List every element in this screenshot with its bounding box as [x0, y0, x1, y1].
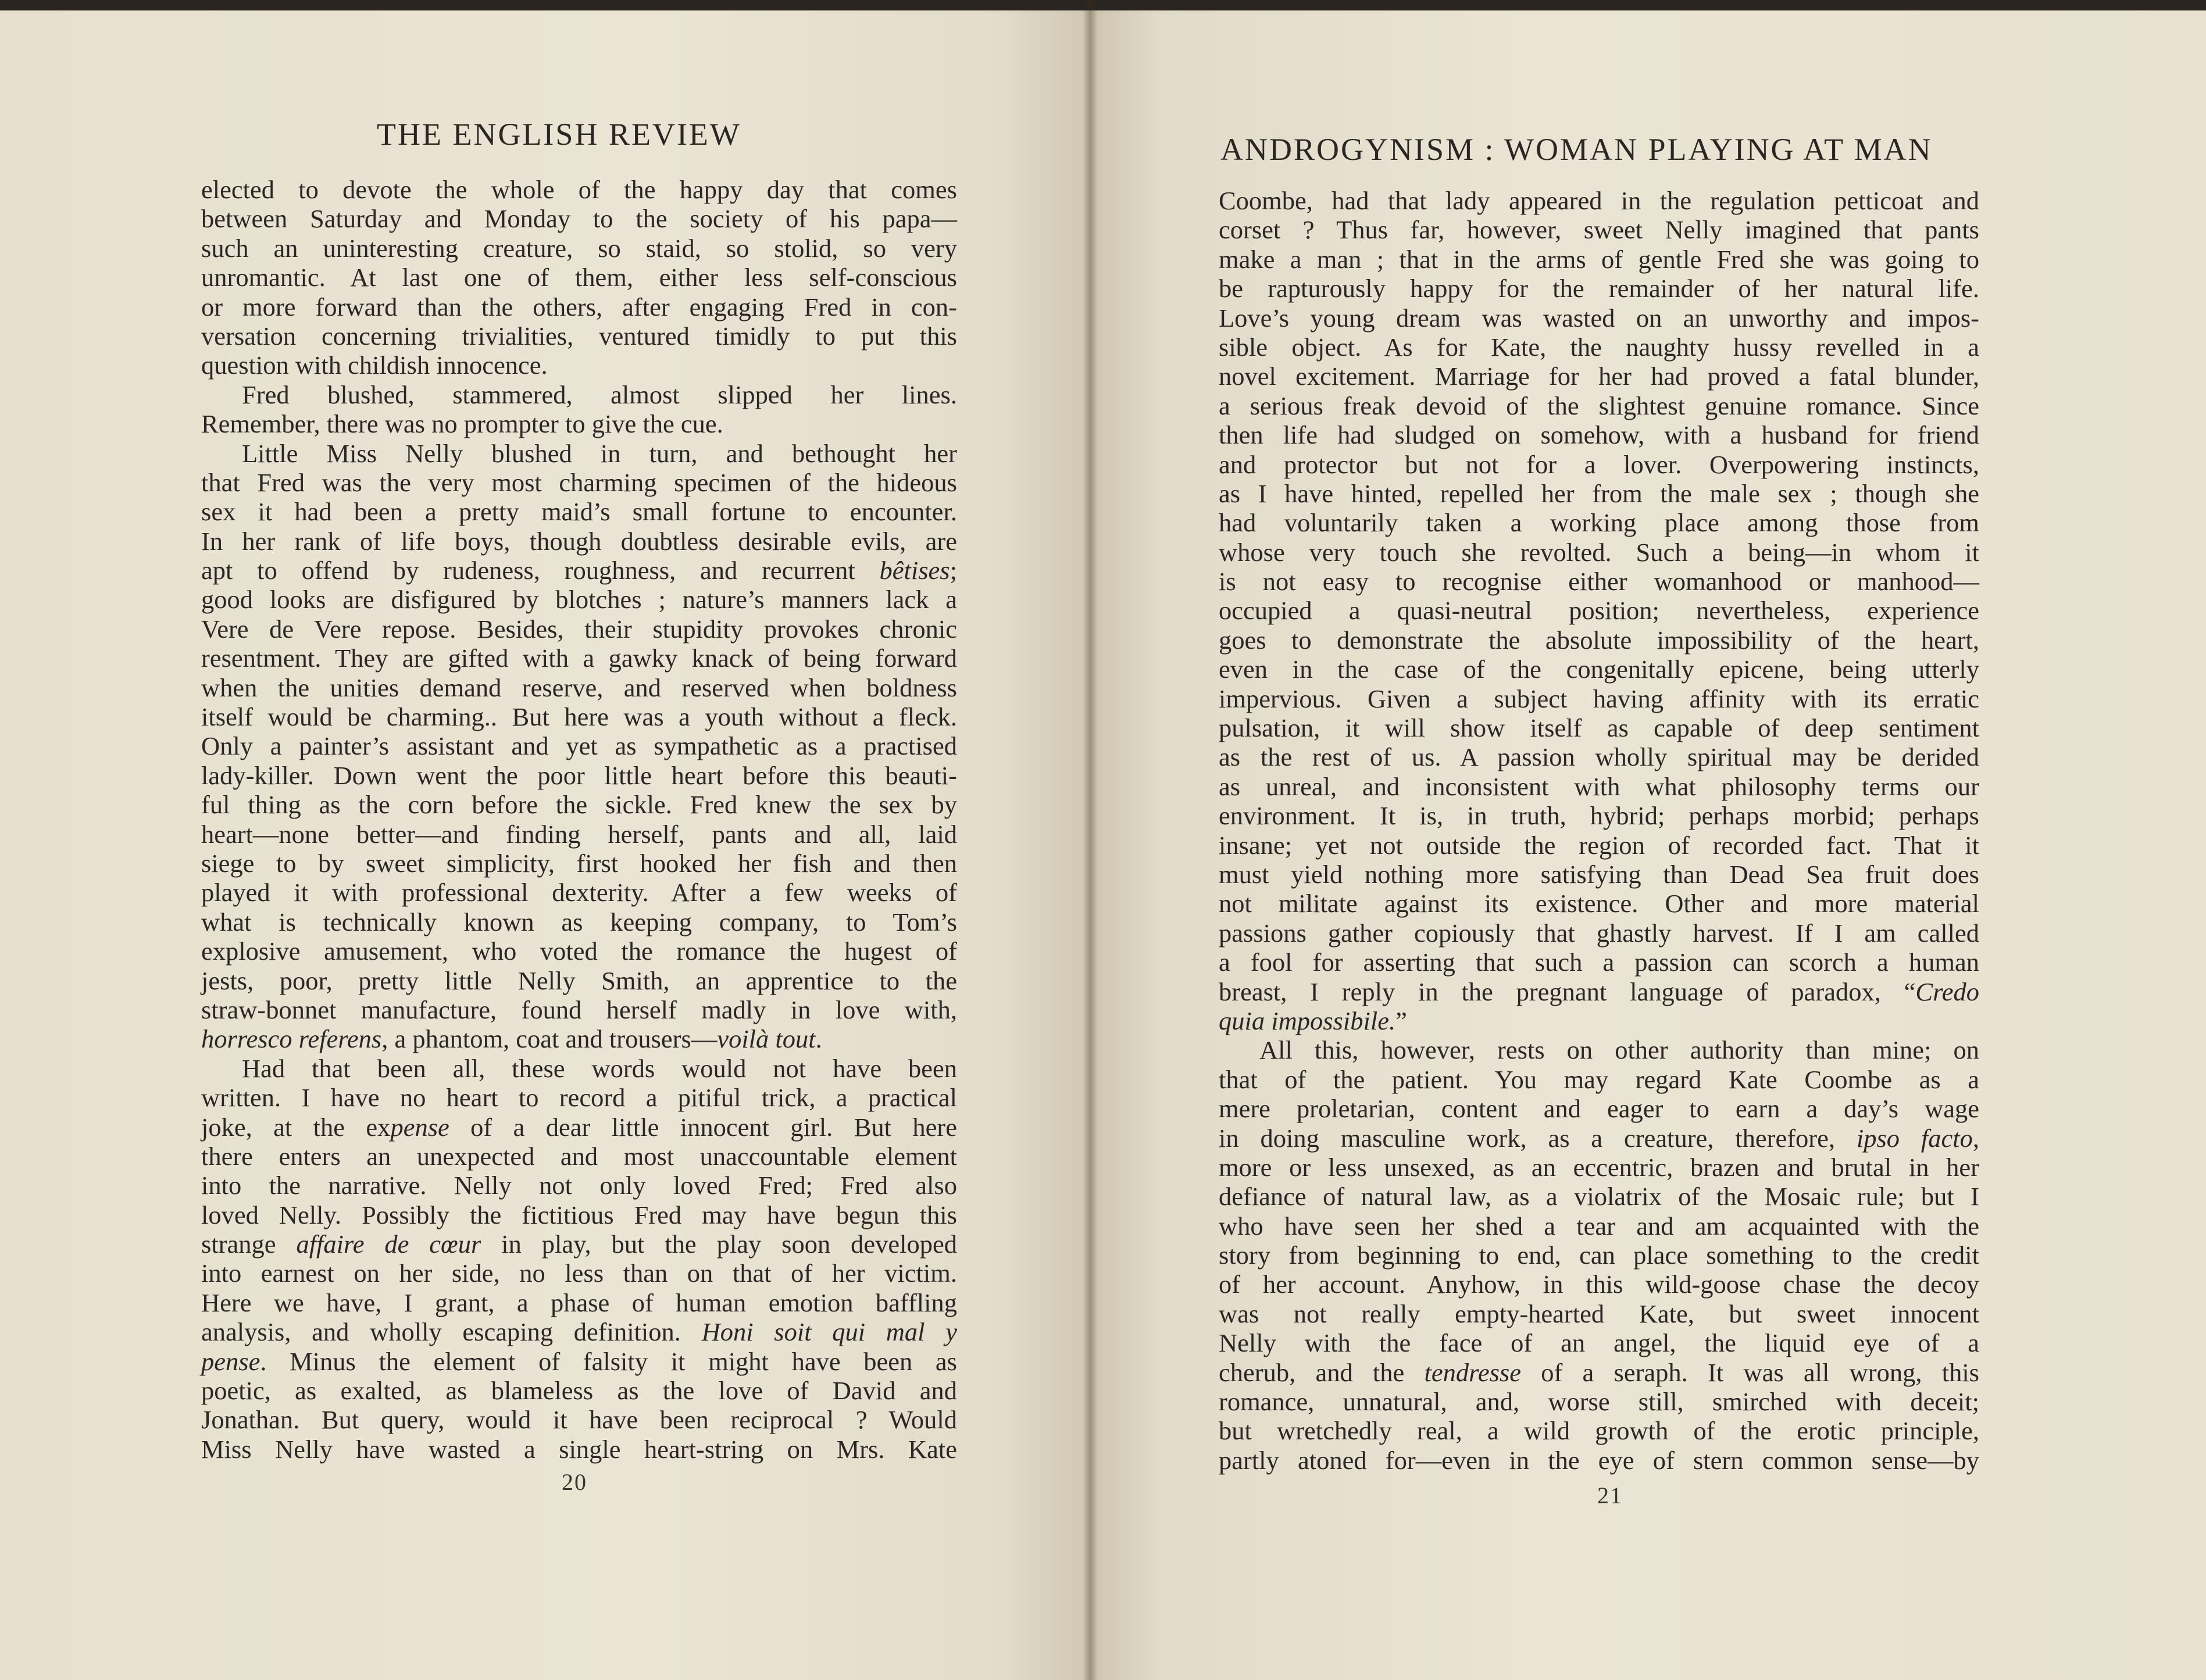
text-line: Jonathan. But query, would it have been reciprocal ? Would [201, 1405, 957, 1435]
text-line: Love’s young dream was wasted on an unworthy and impos- [1219, 303, 1979, 333]
text-line: or more forward than the others, after engaging Fred in con- [201, 292, 957, 321]
text-line: In her rank of life boys, though doubtless desirable evils, are [201, 526, 957, 556]
left-running-head: THE ENGLISH REVIEW [377, 117, 741, 152]
text-line: whose very touch she revolted. Such a being—in whom it [1219, 537, 1979, 567]
text-line: as I have hinted, repelled her from the male sex ; though she [1219, 478, 1979, 508]
text-line: more or less unsexed, as an eccentric, brazen and brutal in her [1219, 1152, 1979, 1182]
text-line: defiance of natural law, as a violatrix of the Mosaic rule; but I [1219, 1182, 1979, 1211]
text-line: between Saturday and Monday to the society of his papa— [201, 204, 957, 234]
text-line: but wretchedly real, a wild growth of the erotic principle, [1219, 1416, 1979, 1446]
text-line: heart—none better—and finding herself, pants and all, laid [201, 819, 957, 849]
text-line: apt to offend by rudeness, roughness, and recurrent bêtises; [201, 556, 957, 585]
text-line: what is technically known as keeping company, to Tom’s [201, 907, 957, 936]
text-line: environment. It is, in truth, hybrid; perhaps morbid; perhaps [1219, 801, 1979, 831]
text-line: story from beginning to end, can place something to the credit [1219, 1241, 1979, 1270]
text-line: even in the case of the congenitally epicene, being utterly [1219, 655, 1979, 684]
text-line: in doing masculine work, as a creature, therefore, ipso facto, [1219, 1123, 1979, 1153]
text-line: pense. Minus the element of falsity it might have been as [201, 1346, 957, 1376]
text-line: into earnest on her side, no less than on that of her victim. [201, 1259, 957, 1288]
text-line: joke, at the expense of a dear little innocent girl. But here [201, 1112, 957, 1142]
text-line: sex it had been a pretty maid’s small fortune to encounter. [201, 497, 957, 527]
text-line: pulsation, it will show itself as capable of deep sentiment [1219, 713, 1979, 743]
text-line: loved Nelly. Possibly the fictitious Fred may have begun this [201, 1200, 957, 1229]
text-line: impervious. Given a subject having affinity with its erratic [1219, 684, 1979, 713]
text-line: must yield nothing more satisfying than Dead Sea fruit does [1219, 859, 1979, 889]
text-line: as unreal, and inconsistent with what philosophy terms our [1219, 771, 1979, 801]
text-line: horresco referens, a phantom, coat and trousers—voilà tout. [201, 1024, 822, 1054]
text-line: novel excitement. Marriage for her had proved a fatal blunder, [1219, 362, 1979, 391]
text-line: and protector but not for a lover. Overpowering instincts, [1219, 449, 1979, 479]
text-line: sible object. As for Kate, the naughty hussy revelled in a [1219, 332, 1979, 362]
text-line: when the unities demand reserve, and reserved when boldness [201, 673, 957, 702]
text-line: strange affaire de cœur in play, but the play soon developed [201, 1229, 957, 1259]
text-line: Here we have, I grant, a phase of human emotion baffling [201, 1288, 957, 1317]
text-line: unromantic. At last one of them, either less self-conscious [201, 263, 957, 292]
text-line: analysis, and wholly escaping definition. Honi soit qui mal y [201, 1317, 957, 1347]
text-line: jests, poor, pretty little Nelly Smith, an apprentice to the [201, 966, 957, 995]
text-line: such an uninteresting creature, so staid, so stolid, so very [201, 233, 957, 263]
left-body-text [201, 175, 957, 1464]
text-line: ful thing as the corn before the sickle. Fred knew the sex by [201, 790, 957, 820]
text-line: romance, unnatural, and, worse still, smirched with deceit; [1219, 1387, 1979, 1417]
text-line: Little Miss Nelly blushed in turn, and bethought her [242, 438, 957, 468]
text-line: explosive amusement, who voted the romance the hugest of [201, 936, 957, 966]
text-line: occupied a quasi-neutral position; nevertheless, experience [1219, 596, 1979, 625]
text-line: goes to demonstrate the absolute impossibility of the heart, [1219, 625, 1979, 655]
text-line: passions gather copiously that ghastly harvest. If I am called [1219, 918, 1979, 948]
right-page [1091, 0, 2206, 1680]
text-line: itself would be charming.. But here was a youth without a fleck. [201, 702, 957, 732]
text-line: not militate against its existence. Other and more material [1219, 889, 1979, 918]
text-line: question with childish innocence. [201, 351, 548, 380]
text-line: cherub, and the tendresse of a seraph. It was all wrong, this [1219, 1357, 1979, 1387]
text-line: breast, I reply in the pregnant language of paradox, “Credo [1219, 977, 1979, 1006]
text-line: corset ? Thus far, however, sweet Nelly imagined that pants [1219, 215, 1979, 245]
text-line: who have seen her shed a tear and am acquainted with the [1219, 1211, 1979, 1241]
text-line: that Fred was the very most charming specimen of the hideous [201, 467, 957, 497]
text-line: make a man ; that in the arms of gentle Fred she was going to [1219, 244, 1979, 274]
text-line: written. I have no heart to record a pitiful trick, a practical [201, 1083, 957, 1113]
text-line: good looks are disfigured by blotches ; nature’s manners lack a [201, 585, 957, 614]
book-gutter [1083, 0, 1098, 1680]
text-line: then life had sludged on somehow, with a husband for friend [1219, 420, 1979, 450]
text-line: Nelly with the face of an angel, the liquid eye of a [1219, 1328, 1979, 1358]
text-line: Fred blushed, stammered, almost slipped her lines. [242, 380, 957, 409]
text-line: played it with professional dexterity. After a few weeks of [201, 878, 957, 907]
text-line: siege to by sweet simplicity, first hooked her fish and then [201, 848, 957, 878]
left-page [0, 0, 1091, 1680]
right-running-head: ANDROGYNISM : WOMAN PLAYING AT MAN [1220, 132, 1933, 167]
text-line: Had that been all, these words would not have been [242, 1053, 957, 1083]
text-line: Coombe, had that lady appeared in the regulation petticoat and [1219, 186, 1979, 215]
text-line: a serious freak devoid of the slightest genuine romance. Since [1219, 391, 1979, 420]
text-line: Remember, there was no prompter to give the cue. [201, 409, 723, 439]
text-line: elected to devote the whole of the happy day that comes [201, 175, 957, 204]
text-line: mere proletarian, content and eager to earn a day’s wage [1219, 1094, 1979, 1124]
text-line: poetic, as exalted, as blameless as the love of David and [201, 1376, 957, 1406]
text-line: Only a painter’s assistant and yet as sympathetic as a practised [201, 731, 957, 761]
text-line: resentment. They are gifted with a gawky knack of being forward [201, 644, 957, 673]
text-line: there enters an unexpected and most unaccountable element [201, 1141, 957, 1171]
text-line: insane; yet not outside the region of recorded fact. That it [1219, 830, 1979, 860]
right-page-number: 21 [1597, 1482, 1623, 1509]
text-line: is not easy to recognise either womanhood or manhood— [1219, 567, 1979, 596]
text-line: partly atoned for—even in the eye of stern common sense—by [1219, 1445, 1979, 1475]
text-line: straw-bonnet manufacture, found herself madly in love with, [201, 995, 957, 1024]
text-line: was not really empty-hearted Kate, but sweet innocent [1219, 1299, 1979, 1328]
text-line: had voluntarily taken a working place among those from [1219, 508, 1979, 538]
text-line: be rapturously happy for the remainder of her natural life. [1219, 274, 1979, 303]
text-line: All this, however, rests on other authority than mine; on [1259, 1035, 1979, 1065]
text-line: Vere de Vere repose. Besides, their stupidity provokes chronic [201, 614, 957, 644]
text-line: Miss Nelly have wasted a single heart-string on Mrs. Kate [201, 1434, 957, 1464]
text-line: that of the patient. You may regard Kate Coombe as a [1219, 1064, 1979, 1094]
text-line: lady-killer. Down went the poor little heart before this beauti- [201, 760, 957, 790]
text-line: a fool for asserting that such a passion can scorch a human [1219, 948, 1979, 977]
text-line: of her account. Anyhow, in this wild-goose chase the decoy [1219, 1270, 1979, 1299]
left-page-number: 20 [562, 1469, 587, 1495]
text-line: quia impossibile.” [1219, 1006, 1407, 1035]
text-line: as the rest of us. A passion wholly spiritual may be derided [1219, 742, 1979, 772]
text-line: into the narrative. Nelly not only loved Fred; Fred also [201, 1171, 957, 1200]
text-line: versation concerning trivialities, ventured timidly to put this [201, 321, 957, 351]
right-body-text [1219, 186, 1979, 1475]
